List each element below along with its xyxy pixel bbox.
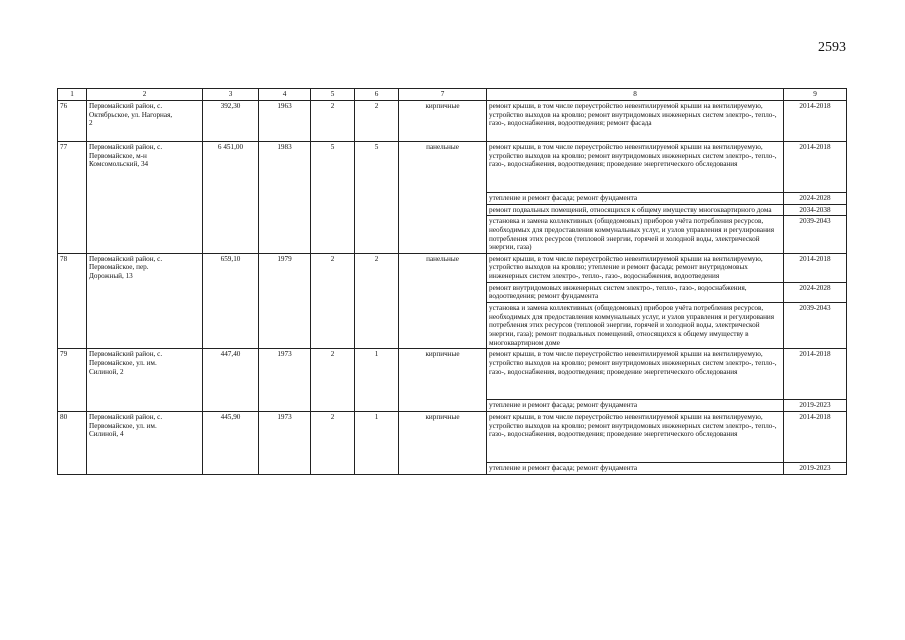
year-cell: 1973 [259,411,311,474]
column-number: 7 [399,89,487,101]
row-number: 80 [58,411,87,474]
row-number: 79 [58,349,87,412]
column-number: 4 [259,89,311,101]
works-cell: утепление и ремонт фасада; ремонт фундамента [487,462,784,474]
address-line: Октябрьское, ул. Нагорная, [89,110,173,119]
address-line: Дорожный, 13 [89,272,133,281]
table-row [58,142,847,193]
works-cell: ремонт крыши, в том числе переустройство невентилируемой крыши на вентилируемую, устройство выходов на кровлю; ремонт внутридомовых инженерных систем электро-, тепло-, газо-, водоснабжения, водоотведения; проведение энергетического обследования [487,142,784,193]
year-cell: 1963 [259,101,311,142]
floors-cell: 2 [311,253,355,348]
row-number: 77 [58,142,87,254]
year-cell: 1983 [259,142,311,254]
address-line: Силиной, 4 [89,430,124,439]
area-cell: 659,10 [203,253,259,348]
works-cell: утепление и ремонт фасада; ремонт фундамента [487,400,784,412]
housing-repair-table [57,88,847,475]
entrances-cell: 5 [355,142,399,254]
table-row [58,349,847,400]
period-cell: 2014-2018 [784,101,847,142]
period-cell: 2014-2018 [784,142,847,193]
area-cell: 445,90 [203,411,259,474]
row-number: 76 [58,101,87,142]
address-line: Первомайский район, с. [89,102,163,110]
address-line: Первомайское, пер. [89,263,149,272]
works-cell: ремонт крыши, в том числе переустройство невентилируемой крыши на вентилируемую, устройство выходов на кровлю; ремонт внутридомовых инженерных систем электро-, тепло-, газо-, водоснабжения, водоотведения; проведение энергетического обследования [487,349,784,400]
address-line: Первомайское, ул. им. [89,358,157,367]
address-line: Комсомольский, 34 [89,160,149,169]
column-number: 9 [784,89,847,101]
works-cell: утепление и ремонт фасада; ремонт фундамента [487,193,784,205]
address-line: Первомайское, ул. им. [89,421,157,430]
address-line: Первомайский район, с. [89,254,163,263]
table-row [58,101,847,142]
area-cell: 6 451,00 [203,142,259,254]
row-number: 78 [58,253,87,348]
column-number: 1 [58,89,87,101]
period-cell: 2024-2028 [784,193,847,205]
entrances-cell: 1 [355,349,399,412]
address-line: Первомайский район, с. [89,412,163,421]
floors-cell: 2 [311,411,355,474]
works-cell: ремонт подвальных помещений, относящихся к общему имуществу многоквартирного дома [487,204,784,216]
table-row [58,411,847,462]
works-cell: ремонт крыши, в том числе переустройство невентилируемой крыши на вентилируемую, устройство выходов на кровлю; ремонт внутридомовых инженерных систем электро-, тепло-, газо-, водоснабжения, водоотведения; ремонт фасада [487,101,784,142]
period-cell: 2019-2023 [784,400,847,412]
entrances-cell: 2 [355,253,399,348]
address-cell [87,411,203,474]
material-cell: панельные [399,142,487,254]
floors-cell: 5 [311,142,355,254]
entrances-cell: 1 [355,411,399,474]
area-cell: 447,40 [203,349,259,412]
works-cell: ремонт крыши, в том числе переустройство невентилируемой крыши на вентилируемую, устройство выходов на кровлю; ремонт внутридомовых инженерных систем электро-, тепло-, газо-, водоснабжения, водоотведения; проведение энергетического обследования [487,411,784,462]
address-cell [87,349,203,412]
column-number: 8 [487,89,784,101]
address-cell [87,253,203,348]
period-cell: 2014-2018 [784,349,847,400]
table-row [58,253,847,282]
period-cell: 2024-2028 [784,282,847,302]
material-cell: кирпичные [399,411,487,474]
address-line: Первомайский район, с. [89,350,163,359]
address-line: Первомайское, м-н [89,151,147,160]
column-number: 6 [355,89,399,101]
address-cell [87,101,203,142]
period-cell: 2034-2038 [784,204,847,216]
year-cell: 1973 [259,349,311,412]
floors-cell: 2 [311,101,355,142]
material-cell: панельные [399,253,487,348]
works-cell: ремонт внутридомовых инженерных систем электро-, тепло-, газо-, водоснабжения, водоотведения; ремонт фундамента [487,282,784,302]
column-number: 2 [87,89,203,101]
address-line: 2 [89,119,93,128]
column-number-row [58,89,847,101]
column-number: 5 [311,89,355,101]
floors-cell: 2 [311,349,355,412]
year-cell: 1979 [259,253,311,348]
works-cell: ремонт крыши, в том числе переустройство невентилируемой крыши на вентилируемую, устройство выходов на кровлю; утепление и ремонт фасада; ремонт внутридомовых инженерных систем электро-, тепло-, газо-, водоснабжения, водоотведения [487,253,784,282]
page-number: 2593 [818,40,846,55]
works-cell: установка и замена коллективных (общедомовых) приборов учёта потребления ресурсов, необходимых для предоставления коммунальных услуг, и узлов управления и регулирования потребления этих ресурсов (тепловой энергии, горячей и холодной воды, электрической энергии, газа); ремонт подвальных помещений, относящихся к общему имуществу в многоквартирном доме [487,303,784,349]
period-cell: 2039-2043 [784,216,847,254]
address-line: Первомайский район, с. [89,143,163,151]
entrances-cell: 2 [355,101,399,142]
period-cell: 2039-2043 [784,303,847,349]
period-cell: 2019-2023 [784,462,847,474]
address-cell [87,142,203,254]
area-cell: 392,30 [203,101,259,142]
period-cell: 2014-2018 [784,253,847,282]
column-number: 3 [203,89,259,101]
period-cell: 2014-2018 [784,411,847,462]
address-line: Силиной, 2 [89,367,124,376]
material-cell: кирпичные [399,101,487,142]
material-cell: кирпичные [399,349,487,412]
works-cell: установка и замена коллективных (общедомовых) приборов учёта потребления ресурсов, необходимых для предоставления коммунальных услуг, и узлов управления и регулирования потребления этих ресурсов (тепловой энергии, горячей и холодной воды, электрической энергии, газа) [487,216,784,254]
